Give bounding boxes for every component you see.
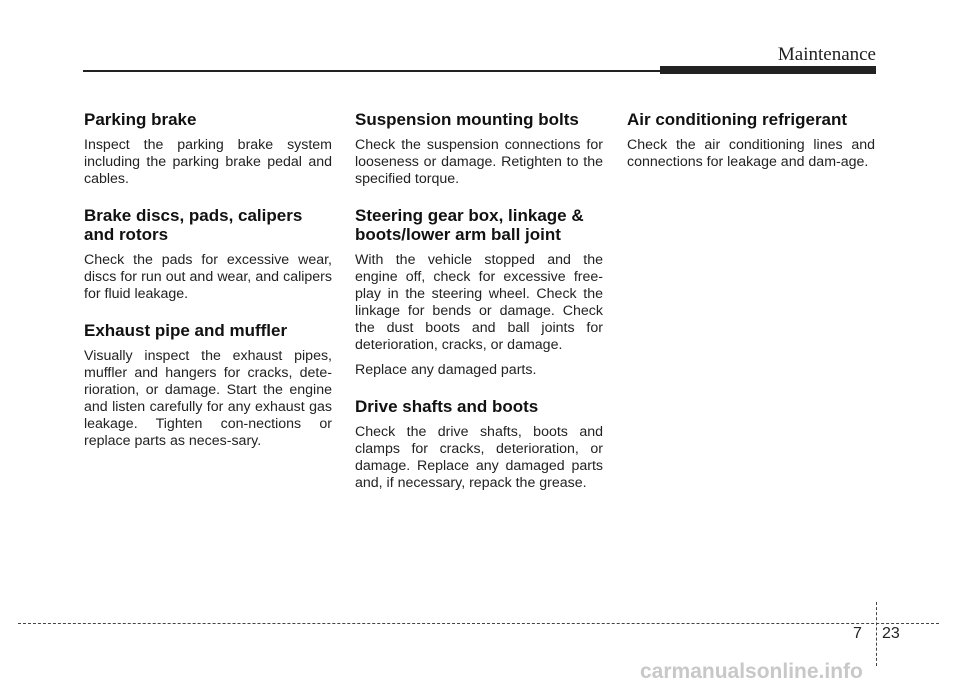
section-paragraph: Check the suspension connections for looseness or damage. Retighten to the specified torque. [355,137,603,187]
header-rule-accent [660,66,876,74]
header-rule [83,70,660,72]
section-brake-discs [84,206,332,303]
section-paragraph: Check the pads for excessive wear, discs for run out and wear, and calipers for fluid leakage. [84,252,332,302]
section-suspension-bolts [355,110,603,188]
section-heading: Suspension mounting bolts [355,110,579,129]
page-number: 23 [882,625,900,642]
section-paragraph: Inspect the parking brake system including the parking brake pedal and cables. [84,137,332,187]
section-paragraph: Replace any damaged parts. [355,362,537,378]
section-heading: Parking brake [84,110,197,129]
section-paragraph: Check the drive shafts, boots and clamps for cracks, deterioration, or damage. Replace any damaged parts and, if necessary, repack the grease. [355,424,603,491]
section-heading: Drive shafts and boots [355,397,539,416]
footer-divider [876,602,877,666]
section-paragraph: Visually inspect the exhaust pipes, muffler and hangers for cracks, dete-rioration, or damage. Start the engine and listen carefully for any exhaust gas leakage. Tighten con-nections or replace parts as neces-sary. [84,348,332,449]
section-paragraph: Check the air conditioning lines and connections for leakage and dam-age. [627,137,875,170]
content-column-1 [84,110,332,468]
section-heading: Exhaust pipe and muffler [84,321,288,340]
section-heading: Steering gear box, linkage & boots/lower arm ball joint [355,206,584,244]
section-steering-gear [355,206,603,379]
content-column-2 [355,110,603,510]
watermark: carmanualsonline.info [640,660,863,683]
section-parking-brake [84,110,332,188]
section-heading: Brake discs, pads, calipers and rotors [84,206,303,244]
page-header-title: Maintenance [777,44,876,65]
footer-rule [18,623,939,624]
section-drive-shafts [355,397,603,492]
section-exhaust-pipe [84,321,332,450]
chapter-number: 7 [853,625,862,642]
section-air-conditioning [627,110,875,171]
content-column-3 [627,110,875,189]
section-heading: Air conditioning refrigerant [627,110,848,129]
section-paragraph: With the vehicle stopped and the engine off, check for excessive free-play in the steering wheel. Check the linkage for bends or damage. Check the dust boots and ball joints for deterioration, cracks, or damage. [355,252,603,353]
